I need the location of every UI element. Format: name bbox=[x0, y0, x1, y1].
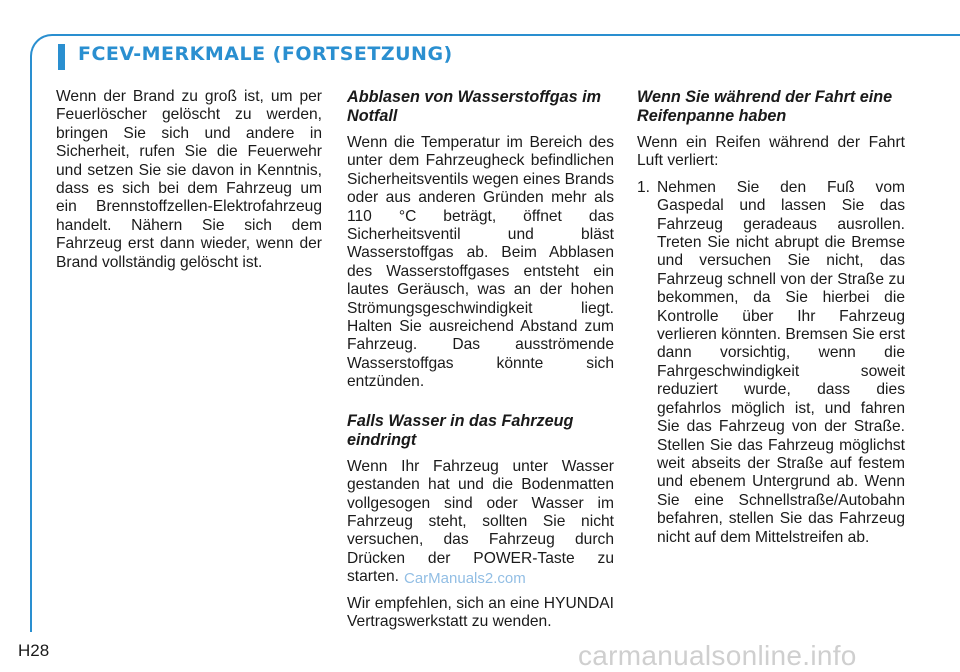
flat-tire-steps bbox=[637, 179, 905, 547]
water-ingress-heading: Falls Wasser in das Fahrzeug eindringt bbox=[347, 411, 574, 449]
workshop-recommendation-text: Wir empfehlen, sich an eine HYUNDAI Vertragswerkstatt zu wenden. bbox=[347, 594, 614, 630]
header-accent-bar bbox=[58, 44, 65, 70]
flat-tire-intro: Wenn ein Reifen während der Fahrt Luft verliert: bbox=[637, 134, 905, 170]
watermark-text: CarManuals2.com bbox=[404, 570, 526, 587]
hydrogen-venting-text: Wenn die Temperatur im Bereich des unter dem Fahrzeugheck befindlichen Sicherheitsventils wegen eines Brands oder aus anderen Gründen mehr als 110 °C beträgt, öffnet das Sicherheitsventil und bläst Wasserstoffgas ab. Beim Abblasen des Wasserstoffgases entsteht ein lautes Geräusch, was an der hohen Strömungsgeschwindigkeit liegt. Halten Sie ausreichend Abstand zum Fahrzeug. Das ausströmende Wasserstoffgas könnte sich entzünden. bbox=[347, 134, 614, 391]
hydrogen-venting-heading: Abblasen von Wasserstoffgas im Notfall bbox=[347, 88, 601, 125]
step-number: 1. bbox=[637, 178, 651, 196]
section-title: FCEV-MERKMALE (FORTSETZUNG) bbox=[78, 43, 453, 65]
column-left bbox=[56, 88, 322, 280]
step-text: Nehmen Sie den Fuß vom Gaspedal und lassen Sie das Fahrzeug geradeaus ausrollen. Treten Sie nicht abrupt die Bremse und versuchen Sie nicht, das Fahrzeug schnell von der Straße zu bekommen, da Sie hierbei die Kontrolle über Ihr Fahrzeug verlieren könnten. Bremsen Sie erst dann vorsichtig, wenn die Fahrgeschwindigkeit soweit reduziert wurde, dass dies gefahrlos möglich ist, und fahren Sie das Fahrzeug von der Straße. Stellen Sie das Fahrzeug möglichst weit abseits der Straße auf festem und ebenem Untergrund ab. Wenn Sie eine Schnellstraße/Autobahn befahren, stellen Sie das Fahrzeug nicht auf dem Mittelstreifen ab. bbox=[657, 178, 905, 546]
page-number: H28 bbox=[18, 641, 50, 660]
column-middle bbox=[347, 88, 614, 639]
list-item bbox=[637, 179, 905, 547]
water-ingress-text: Wenn Ihr Fahrzeug unter Wasser gestanden hat und die Bodenmatten vollgesogen sind oder Wasser im Fahrzeug steht, sollten Sie nicht versuchen, das Fahrzeug durch Drücken der POWER-Taste zu starten. bbox=[347, 457, 614, 586]
fire-paragraph: Wenn der Brand zu groß ist, um per Feuerlöscher gelöscht zu werden, bringen Sie sich und andere in Sicherheit, rufen Sie die Feuerwehr und setzen Sie sie davon in Kenntnis, dass es sich bei dem Fahrzeug um ein Brennstoffzellen-Elektrofahrzeug handelt. Nähern Sie sich dem Fahrzeug erst dann wieder, wenn der Brand vollständig gelöscht ist. bbox=[56, 88, 322, 271]
column-right bbox=[637, 88, 905, 547]
flat-tire-heading: Wenn Sie während der Fahrt eine Reifenpanne haben bbox=[637, 88, 893, 125]
site-watermark: carmanualsonline.info bbox=[578, 640, 857, 671]
